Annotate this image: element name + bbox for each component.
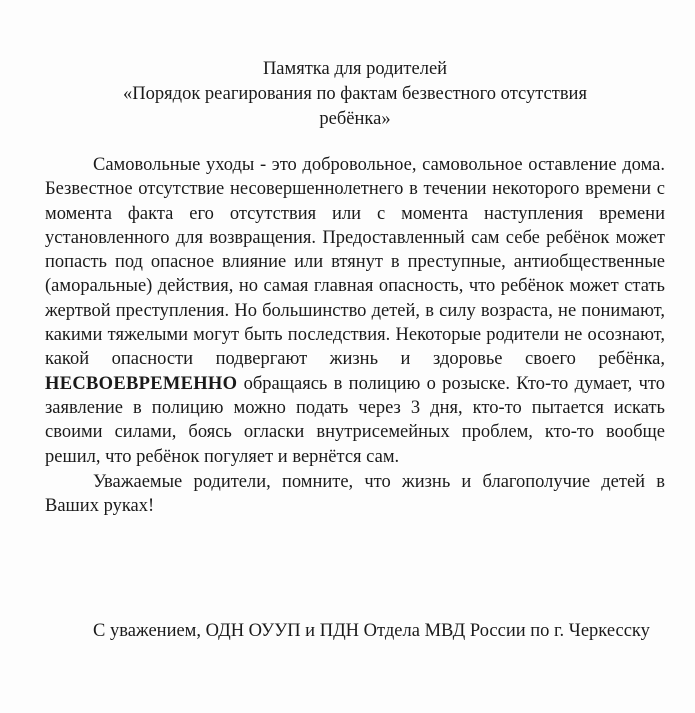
memo-subheading-line1: «Порядок реагирования по фактам безвестного отсутствия (123, 84, 587, 104)
memo-body (45, 153, 665, 518)
paragraph-main-text-end: обращаясь в полицию о розыске. Кто-то думает, что заявление в полицию можно подать через 3 дня, кто-то пытается искать своими силами, боясь огласки внутрисемейных проблем, кто-то вообще решил, что ребёнок погуляет и вернётся сам. (45, 373, 665, 467)
emphasis-word: НЕСВОЕВРЕМЕННО (45, 373, 238, 394)
memo-subheading-line2: ребёнка» (319, 109, 391, 129)
paragraph-main (45, 153, 665, 469)
paragraph-main-text-start: Самовольные уходы - это добровольное, самовольное оставление дома. Безвестное отсутствие несовершеннолетнего в течении некоторого времени с момента факта его отсутствия или с момента наступления времени установленного для возвращения. Предоставленный сам себе ребёнок может попасть под опасное влияние или втянут в преступные, антиобщественные (аморальные) действия, но самая главная опасность, что ребёнок может стать жертвой преступления. Но большинство детей, в силу возраста, не понимают, какими тяжелыми могут быть последствия. Некоторые родители не осознают, какой опасности подвергают жизнь и здоровье своего ребёнка, (45, 155, 665, 370)
signature-line: С уважением, ОДН ОУУП и ПДН Отдела МВД России по г. Черкесску (93, 621, 650, 641)
paragraph-appeal: Уважаемые родители, помните, что жизнь и благополучие детей в Ваших руках! (45, 471, 665, 517)
memo-heading: Памятка для родителей (262, 59, 448, 79)
memo-title-block (40, 57, 670, 132)
